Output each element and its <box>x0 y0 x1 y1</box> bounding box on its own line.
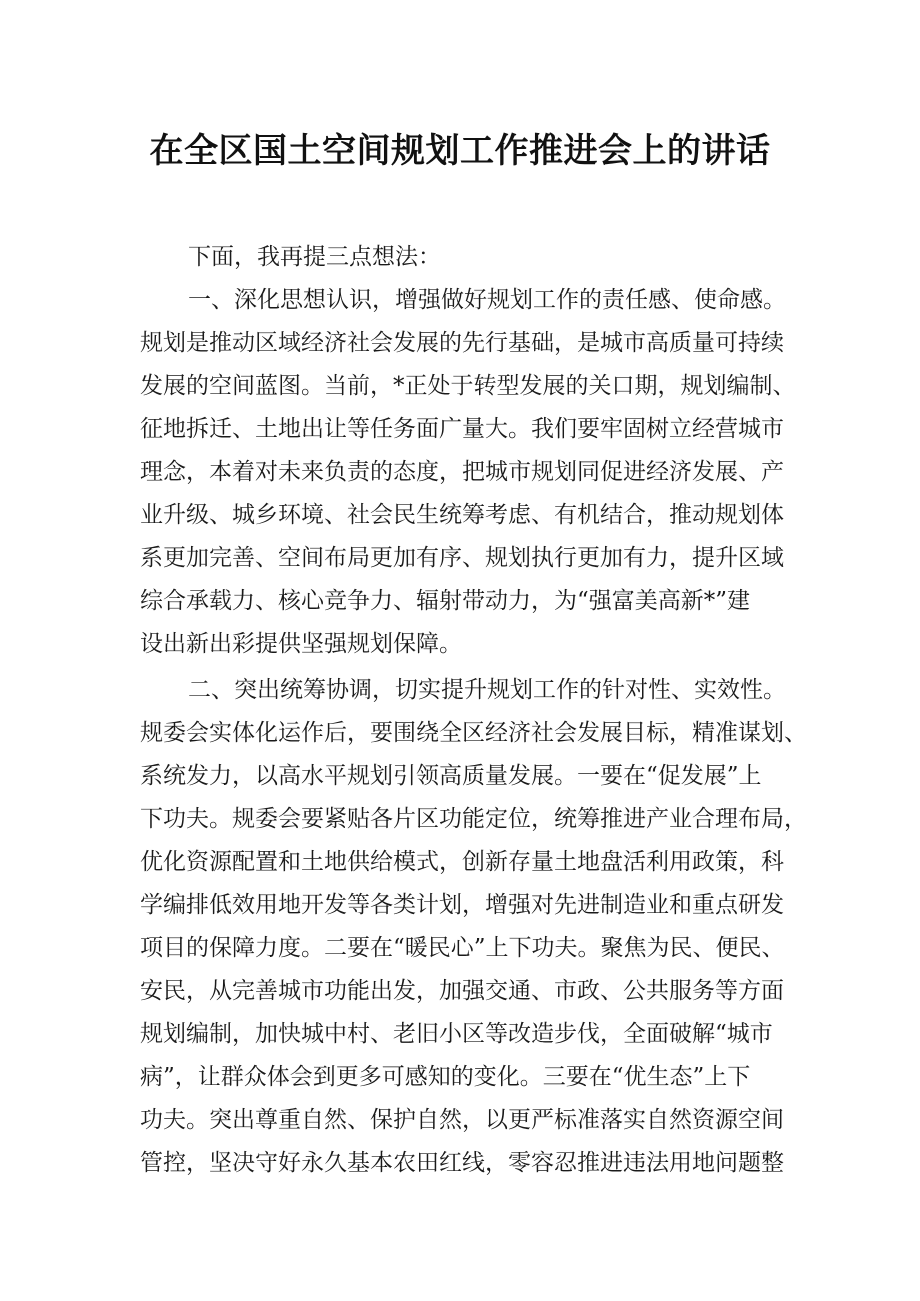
paragraph-line: 安民，从完善城市功能出发，加强交通、市政、公共服务等方面 <box>140 978 784 1004</box>
paragraph-line: 项目的保障力度。二要在“暖民心”上下功夫。聚焦为民、便民、 <box>140 935 785 961</box>
paragraph-line: 业升级、城乡环境、社会民生统筹考虑、有机结合，推动规划体 <box>140 502 784 528</box>
paragraph-line: 系更加完善、空间布局更加有序、规划执行更加有力，提升区域 <box>140 545 784 571</box>
paragraph-line: 功夫。突出尊重自然、保护自然，以更严标准落实自然资源空间 <box>140 1107 784 1133</box>
paragraph-line: 学编排低效用地开发等各类计划，增强对先进制造业和重点研发 <box>140 892 784 918</box>
section-one-heading: 一、深化思想认识，增强做好规划工作的责任感、使命感。 <box>188 287 786 313</box>
paragraph-line: 病”，让群众体会到更多可感知的变化。三要在“优生态”上下 <box>140 1064 751 1090</box>
paragraph-line: 设出新出彩提供坚强规划保障。 <box>140 631 462 657</box>
paragraph-intro-line: 下面，我再提三点想法： <box>188 244 441 270</box>
paragraph-line: 发展的空间蓝图。当前，*正处于转型发展的关口期，规划编制、 <box>140 373 796 399</box>
paragraph-line: 规委会实体化运作后，要围绕全区经济社会发展目标，精准谋划、 <box>140 720 807 746</box>
paragraph-line: 规划是推动区域经济社会发展的先行基础，是城市高质量可持续 <box>140 330 784 356</box>
paragraph-line: 规划编制，加快城中村、老旧小区等改造步伐，全面破解“城市 <box>140 1021 773 1047</box>
paragraph-line: 理念，本着对未来负责的态度，把城市规划同促进经济发展、产 <box>140 459 784 485</box>
paragraph-line: 下功夫。规委会要紧贴各片区功能定位，统筹推进产业合理布局， <box>140 806 807 832</box>
paragraph-line: 征地拆迁、土地出让等任务面广量大。我们要牢固树立经营城市 <box>140 416 784 442</box>
paragraph-line: 系统发力，以高水平规划引领高质量发展。一要在“促发展”上 <box>140 763 762 789</box>
paragraph-line: 优化资源配置和土地供给模式，创新存量土地盘活利用政策，科 <box>140 849 784 875</box>
paragraph-line: 管控，坚决守好永久基本农田红线，零容忍推进违法用地问题整 <box>140 1150 784 1176</box>
paragraph-line: 综合承载力、核心竞争力、辐射带动力，为“强富美高新*”建 <box>140 588 751 614</box>
document-body <box>140 236 807 1185</box>
section-two-heading: 二、突出统筹协调，切实提升规划工作的针对性、实效性。 <box>188 677 786 703</box>
document-title: 在全区国土空间规划工作推进会上的讲话 <box>149 131 771 171</box>
